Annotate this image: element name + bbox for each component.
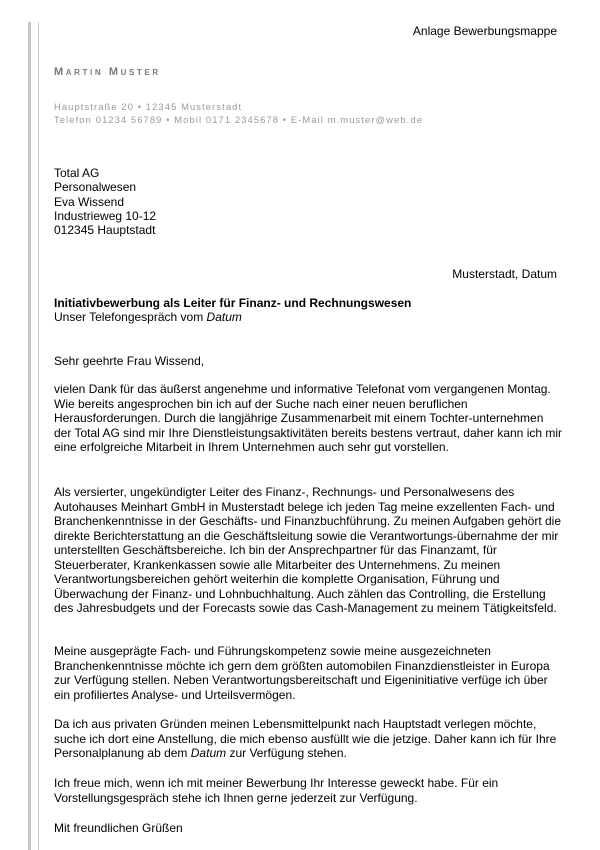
- subject-reference: [54, 310, 554, 324]
- sender-name: Martin Muster: [54, 66, 161, 78]
- sender-phone-email-line: Telefon 01234 56789 • Mobil 0171 2345678 • E-Mail m.muster@web.de: [54, 113, 424, 125]
- sender-contact: [54, 101, 423, 126]
- body-paragraph-3: Meine ausgeprägte Fach- und Führungskompetenz sowie meine ausgezeichneten Branchenkenntnisse möchte ich gern dem größten automobilen Finanzdienstleister in Europa zur Verfügung stellen. Neben Verantwortungsbereitschaft und Eigeninitiative verfüge ich über ein profiliertes Analyse- und Urteilsvermögen.: [54, 644, 550, 702]
- margin-bar-thick: [28, 22, 31, 850]
- body-paragraph-1: vielen Dank für das äußerst angenehme und informative Telefonat vom vergangenen Montag. Wie bereits angesprochen bin ich auf der Suche nach einer neuen beruflichen Herausforderungen. Durch die langjährige Zusammenarbeit mit einem Tochter-unternehmen der Total AG sind mir Ihre Dienstleistungsaktivitäten bereits bestens vertraut, daher kann ich mir eine erfolgreiche Mitarbeit in Ihrem Unternehmen auch sehr gut vorstellen.: [54, 382, 563, 454]
- body-paragraph-4-text-a: Da ich aus privaten Gründen meinen Lebensmittelpunkt nach Hauptstadt verlegen möchte, suche ich dort eine Anstellung, die mich ebenso ausfüllt wie die jetzige. Daher kann ich für Ihre Personalplanung ab dem: [54, 717, 557, 760]
- salutation: Sehr geehrte Frau Wissend,: [54, 354, 205, 368]
- closing: Mit freundlichen Grüßen: [54, 821, 183, 835]
- body-paragraph-5: Ich freue mich, wenn ich mit meiner Bewerbung Ihr Interesse geweckt habe. Für ein Vorstellungsgespräch stehe ich Ihnen gerne jederzeit zur Verfügung.: [54, 776, 499, 805]
- sender-address-line: Hauptstraße 20 • 12345 Musterstadt: [54, 101, 243, 112]
- recipient-company: Total AG: [54, 166, 100, 180]
- subject-block: [54, 296, 554, 325]
- margin-bar-thin: [38, 22, 39, 850]
- subject-title: Initiativbewerbung als Leiter für Finanz- und Rechnungswesen: [54, 296, 412, 310]
- body-paragraph-2: Als versierter, ungekündigter Leiter des Finanz-, Rechnungs- und Personalwesens des Autohauses Meinhart GmbH in Musterstadt belege ich jeden Tag meine exzellenten Fach- und Branchenkenntnisse in der Geschäfts- und Finanzbuchführung. Zu meinen Aufgaben gehört die direkte Berichterstattung an die Geschäftsleitung sowie die Verantwortungs-übernahme der mir unterstellten Geschäftsbereiche. Ich bin der Ansprechpartner für das Finanzamt, für Steuerberater, Krankenkassen sowie alle Mitarbeiter des Unternehmens. Zu meinen Verantwortungsbereichen gehört weiterhin die komplette Organisation, Führung und Überwachung der Finanz- und Lohnbuchhaltung. Auch zählen das Controlling, die Erstellung des Jahresbudgets und der Forecasts sowie das Cash-Management zu meinem Tätigkeitsfeld.: [54, 485, 561, 615]
- date-line: Musterstadt, Datum: [452, 267, 557, 281]
- recipient-address: [54, 166, 156, 237]
- attachment-note: Anlage Bewerbungsmappe: [412, 24, 557, 38]
- recipient-person: Eva Wissend: [54, 194, 125, 209]
- recipient-street: Industrieweg 10-12: [54, 208, 157, 223]
- body-paragraph-4: [54, 717, 564, 761]
- subject-reference-text: Unser Telefongespräch vom: [54, 310, 207, 325]
- recipient-city: 012345 Hauptstadt: [54, 223, 156, 238]
- recipient-department: Personalwesen: [54, 180, 137, 195]
- body-paragraph-4-text-b: zur Verfügung stehen.: [226, 746, 347, 760]
- subject-reference-date: Datum: [206, 310, 242, 325]
- body-paragraph-4-date: Datum: [190, 746, 227, 760]
